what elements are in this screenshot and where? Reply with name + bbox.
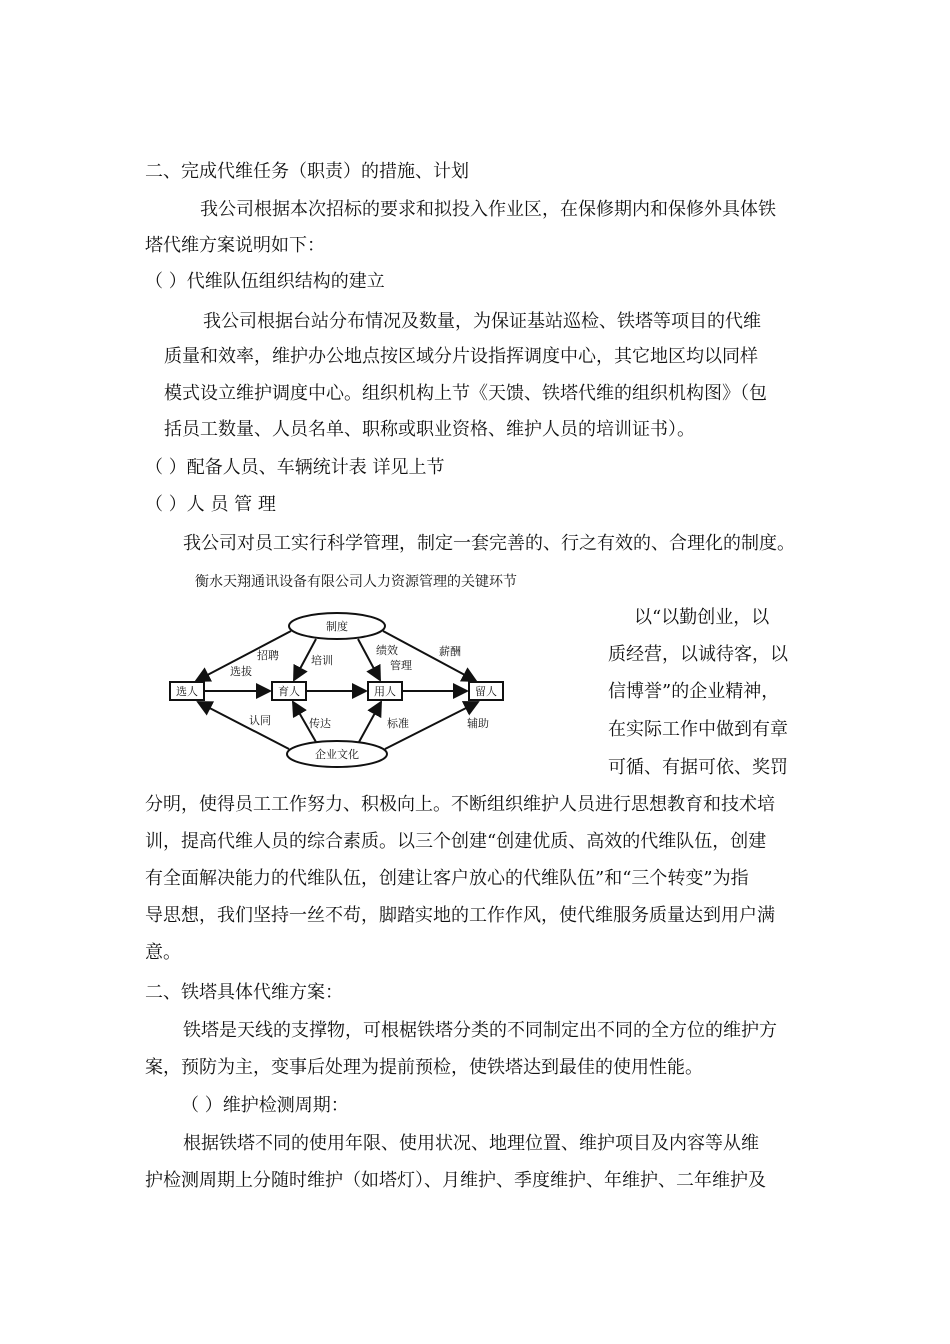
- subsection-heading: （ ）维护检测周期：: [181, 1095, 349, 1116]
- paragraph-line: 模式设立维护调度中心。组织机构上节《天馈、铁塔代维的组织机构图》（包: [164, 383, 767, 404]
- section-heading: 二、完成代维任务（职责）的措施、计划: [145, 161, 469, 182]
- hr-management-diagram: [166, 603, 506, 771]
- arrow-culture-xuan: [198, 702, 289, 749]
- label-jixiao: 绩效: [376, 644, 398, 657]
- label-peixun: 培训: [311, 654, 333, 667]
- paragraph-line: 我公司根据本次招标的要求和拟投入作业区，在保修期内和保修外具体铁: [200, 199, 776, 220]
- label-chuanda: 传达: [309, 717, 331, 730]
- side-text-line: 以“以勤创业，以: [634, 607, 770, 628]
- paragraph-line: 分明，使得员工工作努力、积极向上。不断组织维护人员进行思想教育和技术培: [145, 794, 775, 815]
- paragraph-line: 我公司根据台站分布情况及数量，为保证基站巡检、铁塔等项目的代维: [203, 311, 761, 332]
- paragraph-line: 导思想，我们坚持一丝不苟，脚踏实地的工作作风，使代维服务质量达到用户满: [145, 905, 775, 926]
- subsection-heading: （ ）配备人员、车辆统计表 详见上节: [145, 457, 445, 478]
- paragraph-line: 塔代维方案说明如下：: [145, 235, 325, 256]
- subsection-heading: （ ）人 员 管 理: [145, 494, 276, 515]
- node-yongren: 用人: [374, 685, 396, 698]
- paragraph-line: 案，预防为主，变事后处理为提前预检，使铁塔达到最佳的使用性能。: [145, 1057, 703, 1078]
- paragraph-line: 训，提高代维人员的综合素质。以三个创建“创建优质、高效的代维队伍，创建: [145, 831, 767, 852]
- label-zhaopin: 招聘: [257, 649, 279, 662]
- paragraph-line: 质量和效率，维护办公地点按区域分片设指挥调度中心，其它地区均以同样: [164, 346, 758, 367]
- node-xuanren: 选人: [176, 685, 198, 698]
- diagram-caption: 衡水天翔通讯设备有限公司人力资源管理的关键环节: [195, 574, 517, 590]
- label-biaozhun: 标准: [387, 717, 409, 730]
- paragraph-line: 我公司对员工实行科学管理，制定一套完善的、行之有效的、合理化的制度。: [183, 533, 795, 554]
- label-guanli: 管理: [390, 659, 412, 672]
- paragraph-line: 意。: [145, 942, 181, 963]
- paragraph-line: 铁塔是天线的支撑物，可根椐铁塔分类的不同制定出不同的全方位的维护方: [183, 1020, 777, 1041]
- label-rentong: 认同: [249, 714, 271, 727]
- paragraph-line: 根据铁塔不同的使用年限、使用状况、地理位置、维护项目及内容等从维: [183, 1133, 759, 1154]
- label-xuanba: 选拔: [230, 665, 252, 678]
- side-text-line: 可循、有据可依、奖罚: [608, 757, 788, 778]
- side-text-line: 在实际工作中做到有章: [608, 719, 788, 740]
- node-liuren: 留人: [475, 685, 497, 698]
- paragraph-line: 括员工数量、人员名单、职称或职业资格、维护人员的培训证书）。: [164, 419, 695, 440]
- paragraph-line: 有全面解决能力的代维队伍，创建让客户放心的代维队伍”和“三个转变”为指: [145, 868, 749, 889]
- label-fuzhu: 辅助: [467, 717, 489, 730]
- side-text-line: 信博誉”的企业精神，: [608, 681, 780, 702]
- side-text-line: 质经营，以诚待客，以: [608, 644, 788, 665]
- label-xinchou: 薪酬: [439, 645, 461, 658]
- node-culture: 企业文化: [315, 748, 359, 761]
- arrow-culture-yong: [359, 702, 381, 742]
- subsection-heading: （ ）代维队伍组织结构的建立: [145, 271, 385, 292]
- section-heading: 二、铁塔具体代维方案：: [145, 982, 343, 1003]
- node-yuren: 育人: [278, 685, 300, 698]
- paragraph-line: 护检测周期上分随时维护（如塔灯）、月维护、季度维护、年维护、二年维护及: [145, 1170, 766, 1191]
- node-zhidu: 制度: [326, 620, 348, 633]
